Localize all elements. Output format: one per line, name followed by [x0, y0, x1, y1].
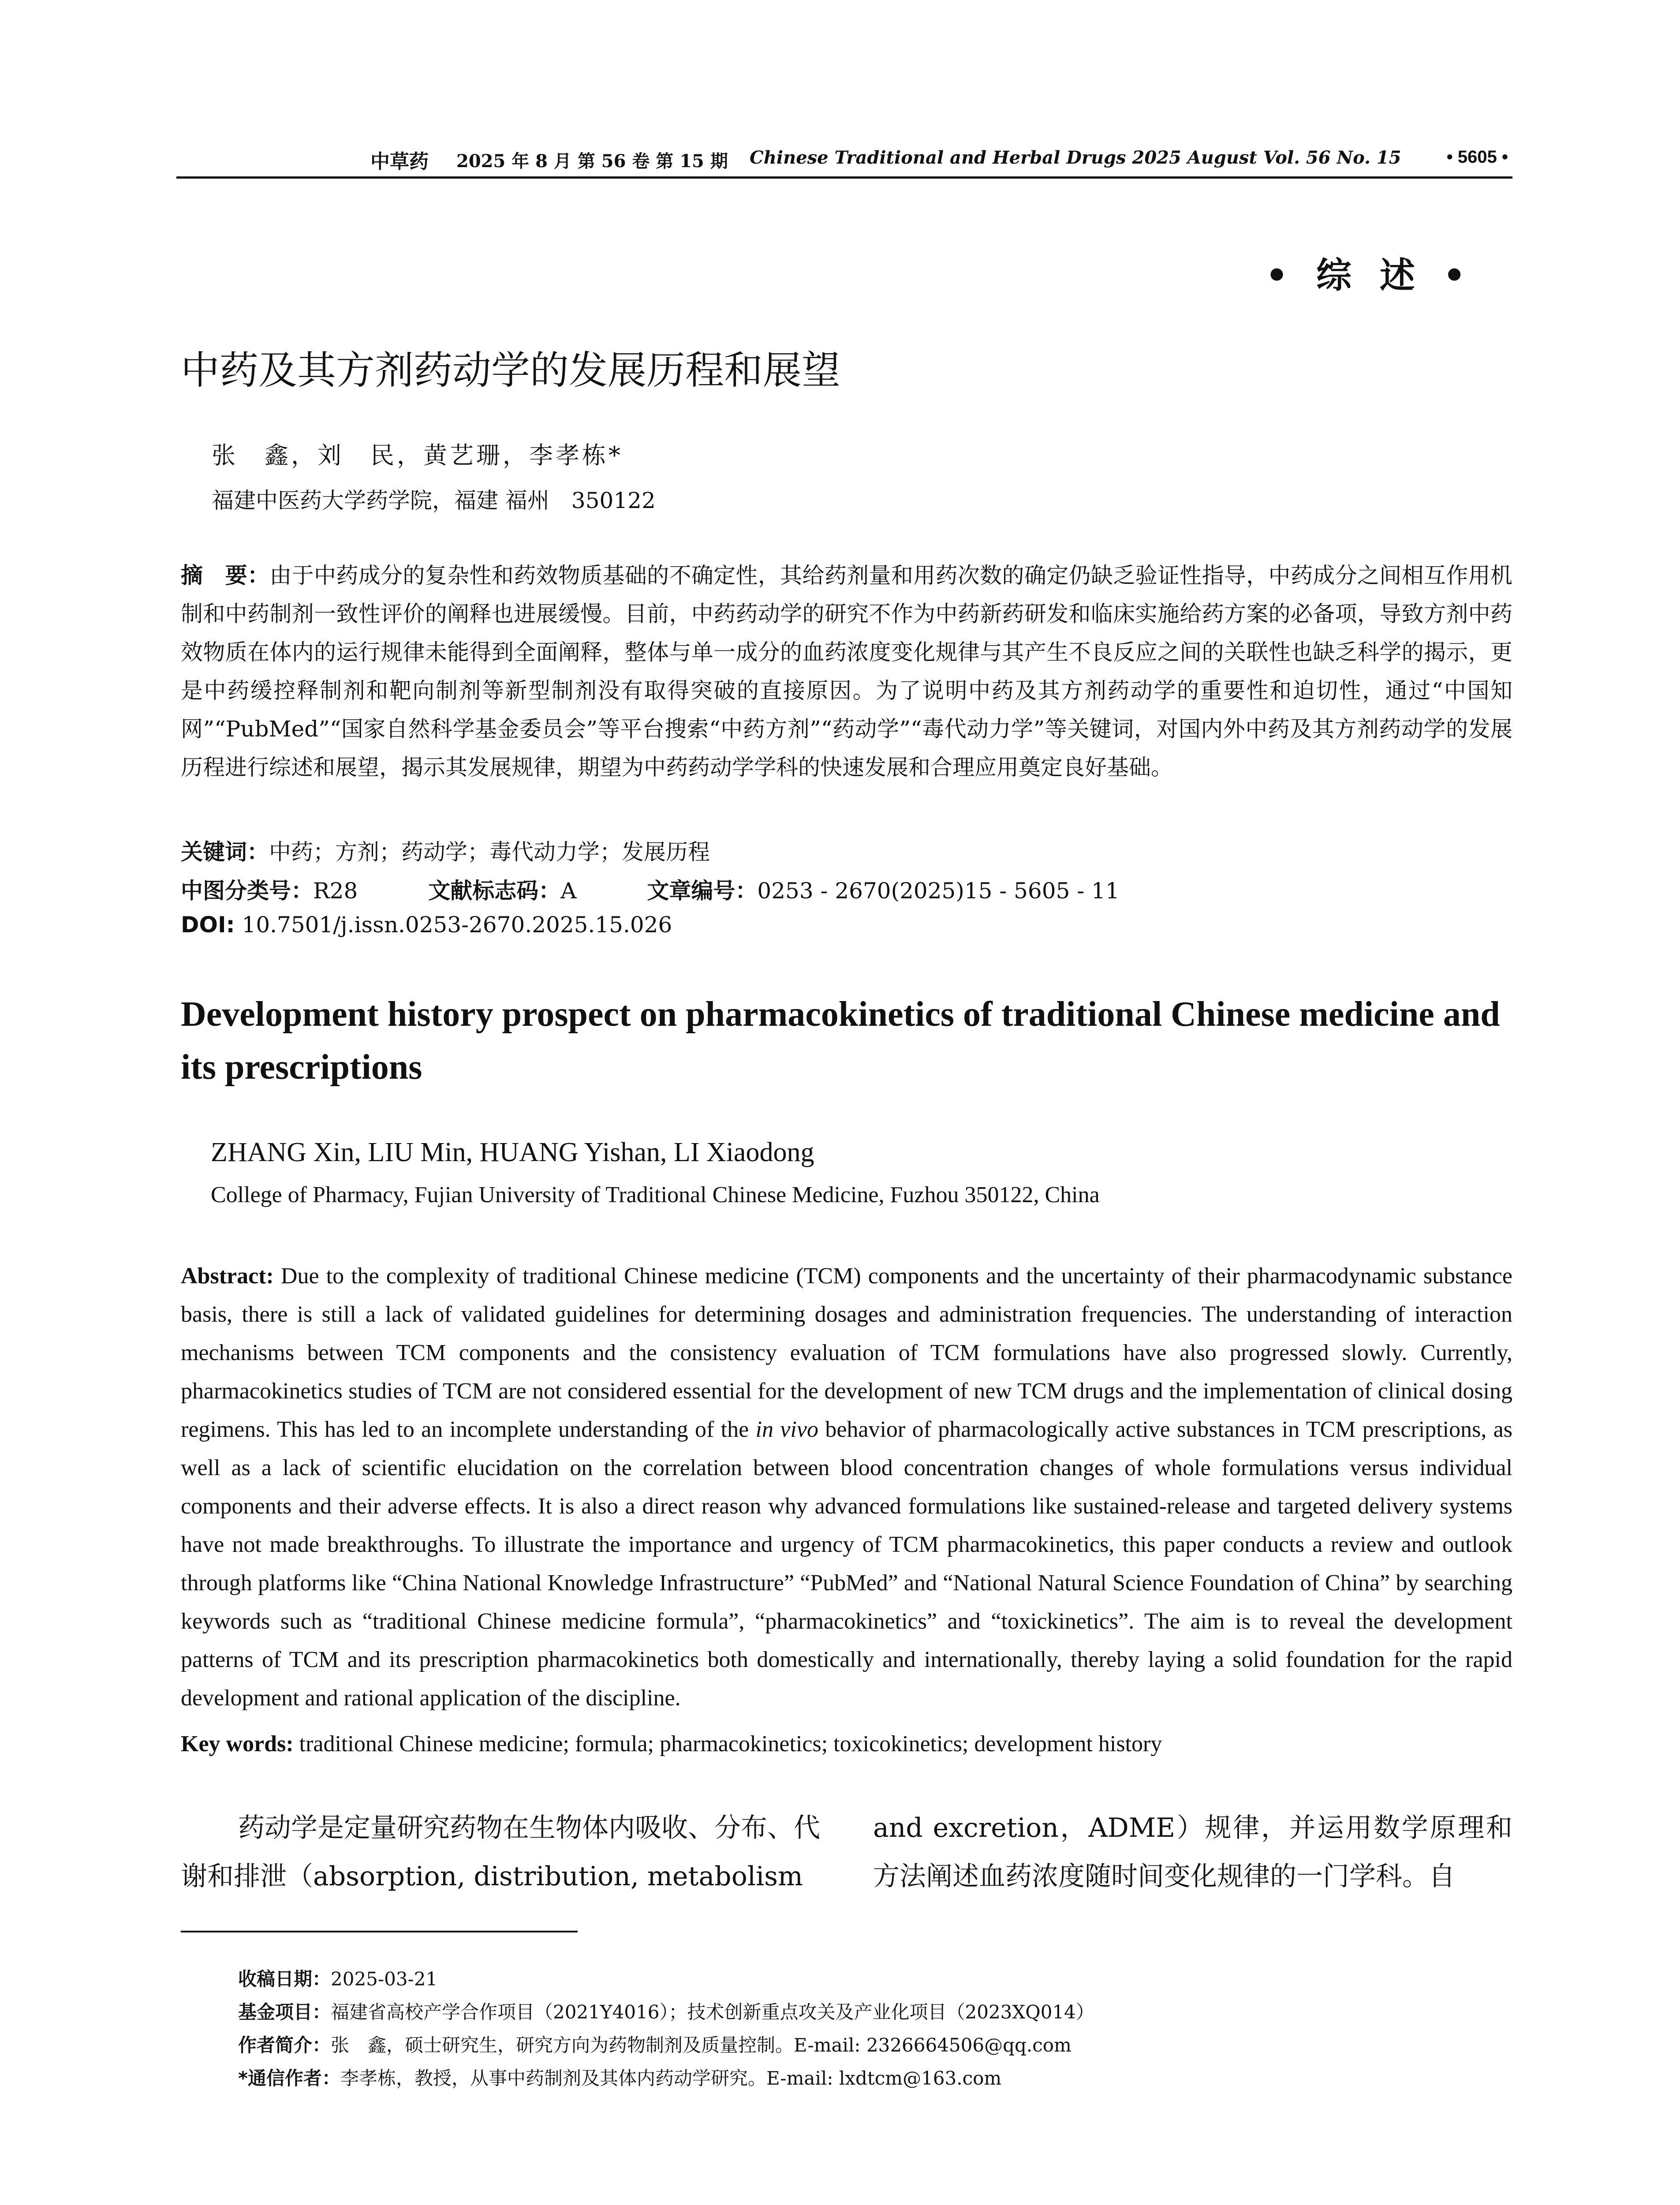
fund-label: 基金项目：: [238, 2001, 331, 2023]
doc-code-label: 文献标志码：: [428, 878, 561, 904]
abstract-cn-label: 摘 要：: [181, 563, 270, 588]
section-label: • 综 述 •: [1266, 254, 1474, 296]
footnote-author: [238, 2031, 1071, 2057]
doi-value[interactable]: 10.7501/j.issn.0253-2670.2025.15.026: [242, 912, 672, 938]
authors-cn: 张 鑫，刘 民，黄艺珊，李孝栋*: [212, 441, 623, 469]
body-right-text: and excretion，ADME）规律，并运用数学原理和方法阐述血药浓度随时间变化规律的一门学科。自: [873, 1813, 1512, 1892]
header-rule: [176, 176, 1512, 179]
abstract-en-text-2: behavior of pharmacologically active substances in TCM prescriptions, as well as a lack of scientific elucidation on the correlation between blood concentration changes of whole formulations versus individual components and their adverse effects. It is also a direct reason why advanced formulations like sustained-release and targeted delivery systems have not made breakthroughs. To illustrate the importance and urgency of TCM pharmacokinetics, this paper conducts a review and outlook through platforms like “China National Knowledge Infrastructure” “PubMed” and “National Natural Science Foundation of China” by searching keywords such as “traditional Chinese medicine formula”, “pharmacokinetics” and “toxickinetics”. The aim is to reveal the development patterns of TCM and its prescription pharmacokinetics both domestically and internationally, thereby laying a solid foundation for the rapid development and rational application of the discipline.: [181, 1417, 1513, 1711]
keywords-en-text: traditional Chinese medicine; formula; pharmacokinetics; toxicokinetics; development history: [299, 1731, 1162, 1757]
received-label: 收稿日期：: [238, 1968, 331, 1990]
footnote-rule: [181, 1931, 578, 1932]
abstract-cn-text: 由于中药成分的复杂性和药效物质基础的不确定性，其给药剂量和用药次数的确定仍缺乏验证性指导，中药成分之间相互作用机制和中药制剂一致性评价的阐释也进展缓慢。目前，中药药动学的研究不作为中药新药研发和临床实施给药方案的必备项，导致方剂中药效物质在体内的运行规律未能得到全面阐释，整体与单一成分的血药浓度变化规律与其产生不良反应之间的关联性也缺乏科学的揭示，更是中药缓控释制剂和靶向制剂等新型制剂没有取得突破的直接原因。为了说明中药及其方剂药动学的重要性和迫切性，通过“中国知网”“PubMed”“国家自然科学基金委员会”等平台搜索“中药方剂”“药动学”“毒代动力学”等关键词，对国内外中药及其方剂药动学的发展历程进行综述和展望，揭示其发展规律，期望为中药药动学学科的快速发展和合理应用奠定良好基础。: [181, 563, 1513, 780]
abstract-en-label: Abstract:: [181, 1263, 274, 1289]
corresponding-label: *通信作者：: [238, 2067, 340, 2089]
abstract-en-italic: in vivo: [755, 1417, 818, 1442]
footnote-fund: [238, 1998, 1094, 2024]
author-bio-label: 作者简介：: [238, 2034, 331, 2056]
page-number: • 5605 •: [1446, 147, 1508, 167]
body-left-text: 药动学是定量研究药物在生物体内吸收、分布、代谢和排泄（absorption, distribution, metabolism: [181, 1813, 820, 1892]
doi-label: DOI:: [181, 912, 235, 938]
article-number-value: 0253 - 2670(2025)15 - 5605 - 11: [757, 878, 1120, 904]
issue-info-cn: 2025 年 8 月 第 56 卷 第 15 期: [456, 151, 728, 172]
fund-text: 福建省高校产学合作项目（2021Y4016）；技术创新重点攻关及产业化项目（2023XQ014）: [331, 2001, 1094, 2023]
running-header: [176, 141, 1512, 176]
abstract-cn: [181, 557, 1512, 787]
affiliation-en: College of Pharmacy, Fujian University of Traditional Chinese Medicine, Fuzhou 350122, China: [211, 1182, 1100, 1207]
corresponding-text: 李孝栋，教授，从事中药制剂及其体内药动学研究。E-mail: lxdtcm@163.com: [340, 2067, 1002, 2089]
footnote-received: [238, 1965, 437, 1991]
clc-value: R28: [313, 878, 358, 904]
clc-label: 中图分类号：: [181, 878, 313, 904]
footnote-corresponding: [238, 2064, 1001, 2090]
title-en: Development history prospect on pharmacokinetics of traditional Chinese medicine and its prescriptions: [181, 995, 1500, 1087]
journal-name-cn: 中草药: [370, 150, 429, 173]
abstract-en-text-1: Due to the complexity of traditional Chinese medicine (TCM) components and the uncertainty of their pharmacodynamic substance basis, there is still a lack of validated guidelines for determining dosages and administration frequencies. The understanding of interaction mechanisms between TCM components and the consistency evaluation of TCM formulations have also progressed slowly. Currently, pharmacokinetics studies of TCM are not considered essential for the development of new TCM drugs and the implementation of clinical dosing regimens. This has led to an incomplete understanding of the: [181, 1263, 1512, 1442]
doc-code-value: A: [560, 878, 577, 904]
classification-line: [181, 873, 1120, 905]
keywords-en: [181, 1731, 1162, 1757]
keywords-cn-text: 中药；方剂；药动学；毒代动力学；发展历程: [269, 839, 710, 865]
abstract-en: [181, 1257, 1512, 1717]
authors-en: ZHANG Xin, LIU Min, HUANG Yishan, LI Xiaodong: [211, 1137, 814, 1167]
keywords-cn-label: 关键词：: [181, 839, 269, 865]
body-column-right: [873, 1804, 1512, 1901]
keywords-en-label: Key words:: [181, 1731, 294, 1757]
received-date: 2025-03-21: [331, 1968, 438, 1990]
author-bio-text: 张 鑫，硕士研究生，研究方向为药物制剂及质量控制。E-mail: 2326664506@qq.com: [331, 2034, 1071, 2056]
title-cn: 中药及其方剂药动学的发展历程和展望: [181, 348, 841, 393]
article-number-label: 文章编号：: [647, 878, 758, 904]
affiliation-cn: 福建中医药大学药学院，福建 福州 350122: [212, 488, 656, 513]
doi-line: [181, 912, 672, 938]
keywords-cn: [181, 834, 710, 866]
issue-info-en: Chinese Traditional and Herbal Drugs 2025 August Vol. 56 No. 15: [750, 147, 1401, 168]
body-column-left: [181, 1804, 820, 1901]
